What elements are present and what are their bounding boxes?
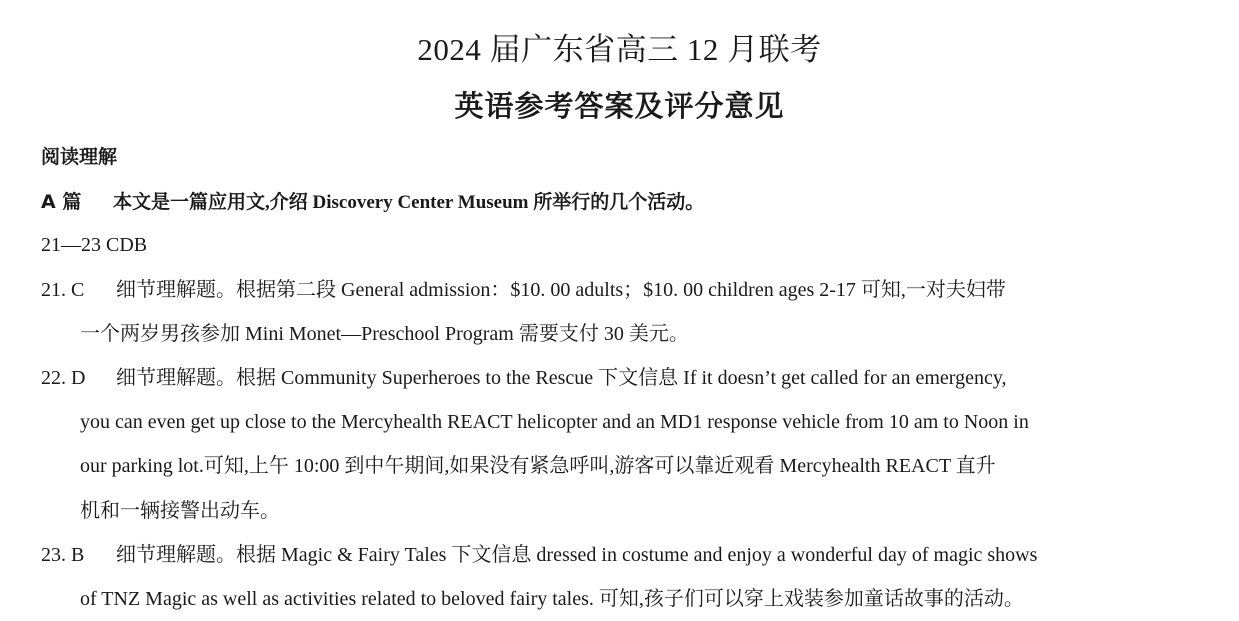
item-23-line-1: [41, 541, 1037, 569]
item-22-answer: D: [71, 367, 86, 389]
item-21-line-1: [41, 276, 1006, 304]
item-22-number: 22.: [41, 367, 66, 389]
item-21-answer: C: [71, 279, 85, 301]
section-heading: 阅读理解: [41, 146, 118, 168]
document-subtitle: 英语参考答案及评分意见: [454, 89, 785, 123]
item-22-line-1: [41, 364, 1007, 392]
document-title: 2024 届广东省高三 12 月联考: [417, 32, 822, 67]
item-22-line-3: our parking lot.可知,上午 10:00 到中午期间,如果没有紧急呼叫,游客可以靠近观看 Mercyhealth REACT 直升: [80, 455, 996, 477]
item-23-line-2: of TNZ Magic as well as activities related to beloved fairy tales. 可知,孩子们可以穿上戏装参加童话故事的活动。: [80, 588, 1024, 610]
item-22-line-2: you can even get up close to the Mercyhealth REACT helicopter and an MD1 response vehicle from 10 am to Noon in: [80, 411, 1029, 433]
passage-label: A 篇: [41, 191, 82, 213]
item-23-number: 23.: [41, 544, 66, 566]
item-21-text-1: 细节理解题。根据第二段 General admission：$10. 00 adults；$10. 00 children ages 2-17 可知,一对夫妇带: [116, 279, 1006, 301]
item-23-answer: B: [71, 544, 85, 566]
passage-summary: 本文是一篇应用文,介绍 Discovery Center Museum 所举行的几个活动。: [113, 192, 705, 213]
item-21-line-2: 一个两岁男孩参加 Mini Monet—Preschool Program 需要支付 30 美元。: [80, 323, 689, 345]
answer-range: 21—23 CDB: [41, 234, 148, 256]
item-21-number: 21.: [41, 279, 66, 301]
item-22-text-1: 细节理解题。根据 Community Superheroes to the Rescue 下文信息 If it doesn’t get called for an emergency,: [116, 367, 1007, 389]
item-22-line-4: 机和一辆接警出动车。: [80, 500, 280, 522]
item-23-text-1: 细节理解题。根据 Magic & Fairy Tales 下文信息 dressed in costume and enjoy a wonderful day of magic shows: [116, 544, 1038, 566]
passage-heading: [41, 188, 704, 217]
